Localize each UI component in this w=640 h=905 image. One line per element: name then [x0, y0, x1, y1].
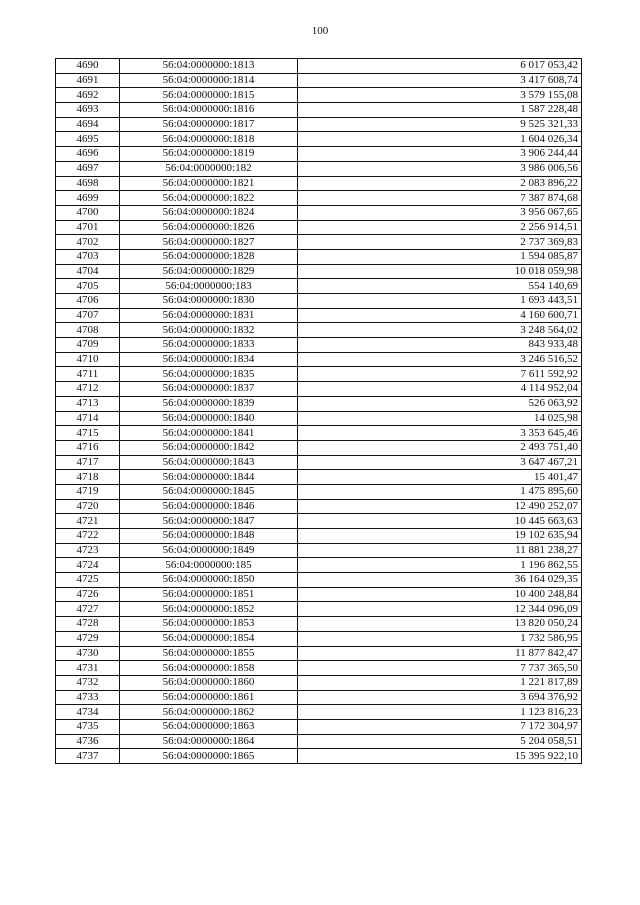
table-row [56, 132, 582, 147]
row-number-cell: 4724 [56, 558, 120, 573]
value-cell: 1 123 816,23 [298, 705, 582, 720]
value-cell: 1 732 586,95 [298, 631, 582, 646]
value-cell: 3 246 516,52 [298, 352, 582, 367]
value-cell: 3 647 467,21 [298, 455, 582, 470]
table-row [56, 705, 582, 720]
table-row [56, 220, 582, 235]
cadastral-number-cell: 56:04:0000000:1849 [120, 543, 298, 558]
table-row [56, 558, 582, 573]
cadastral-number-cell: 56:04:0000000:1851 [120, 587, 298, 602]
table-row [56, 646, 582, 661]
cadastral-number-cell: 56:04:0000000:185 [120, 558, 298, 573]
row-number-cell: 4691 [56, 73, 120, 88]
value-cell: 13 820 050,24 [298, 617, 582, 632]
cadastral-number-cell: 56:04:0000000:1847 [120, 514, 298, 529]
row-number-cell: 4707 [56, 308, 120, 323]
table-row [56, 734, 582, 749]
value-cell: 3 956 067,65 [298, 205, 582, 220]
cadastral-number-cell: 56:04:0000000:1846 [120, 499, 298, 514]
row-number-cell: 4720 [56, 499, 120, 514]
value-cell: 5 204 058,51 [298, 734, 582, 749]
row-number-cell: 4725 [56, 573, 120, 588]
row-number-cell: 4711 [56, 367, 120, 382]
row-number-cell: 4692 [56, 88, 120, 103]
cadastral-number-cell: 56:04:0000000:1821 [120, 176, 298, 191]
row-number-cell: 4699 [56, 191, 120, 206]
row-number-cell: 4719 [56, 484, 120, 499]
cadastral-number-cell: 56:04:0000000:1861 [120, 690, 298, 705]
cadastral-number-cell: 56:04:0000000:182 [120, 161, 298, 176]
cadastral-number-cell: 56:04:0000000:1848 [120, 529, 298, 544]
row-number-cell: 4718 [56, 470, 120, 485]
cadastral-number-cell: 56:04:0000000:183 [120, 279, 298, 294]
cadastral-number-cell: 56:04:0000000:1817 [120, 117, 298, 132]
value-cell: 19 102 635,94 [298, 529, 582, 544]
table-row [56, 235, 582, 250]
cadastral-number-cell: 56:04:0000000:1841 [120, 426, 298, 441]
table-row [56, 499, 582, 514]
page-number: 100 [311, 25, 329, 37]
table-row [56, 484, 582, 499]
value-cell: 15 401,47 [298, 470, 582, 485]
cadastral-number-cell: 56:04:0000000:1816 [120, 103, 298, 118]
value-cell: 11 877 842,47 [298, 646, 582, 661]
cadastral-number-cell: 56:04:0000000:1842 [120, 440, 298, 455]
value-cell: 3 248 564,02 [298, 323, 582, 338]
value-cell: 843 933,48 [298, 338, 582, 353]
value-cell: 6 017 053,42 [298, 59, 582, 74]
row-number-cell: 4723 [56, 543, 120, 558]
cadastral-number-cell: 56:04:0000000:1828 [120, 249, 298, 264]
cadastral-number-cell: 56:04:0000000:1852 [120, 602, 298, 617]
value-cell: 1 594 085,87 [298, 249, 582, 264]
value-cell: 7 172 304,97 [298, 719, 582, 734]
value-cell: 3 579 155,08 [298, 88, 582, 103]
value-cell: 2 256 914,51 [298, 220, 582, 235]
cadastral-number-cell: 56:04:0000000:1840 [120, 411, 298, 426]
table-row [56, 631, 582, 646]
cadastral-number-cell: 56:04:0000000:1833 [120, 338, 298, 353]
value-cell: 554 140,69 [298, 279, 582, 294]
value-cell: 7 611 592,92 [298, 367, 582, 382]
value-cell: 10 018 059,98 [298, 264, 582, 279]
row-number-cell: 4703 [56, 249, 120, 264]
row-number-cell: 4736 [56, 734, 120, 749]
value-cell: 4 114 952,04 [298, 382, 582, 397]
table-row [56, 470, 582, 485]
cadastral-number-cell: 56:04:0000000:1819 [120, 147, 298, 162]
value-cell: 2 083 896,22 [298, 176, 582, 191]
cadastral-number-cell: 56:04:0000000:1835 [120, 367, 298, 382]
value-cell: 3 986 006,56 [298, 161, 582, 176]
cadastral-number-cell: 56:04:0000000:1864 [120, 734, 298, 749]
row-number-cell: 4714 [56, 411, 120, 426]
table-row [56, 352, 582, 367]
value-cell: 4 160 600,71 [298, 308, 582, 323]
row-number-cell: 4726 [56, 587, 120, 602]
row-number-cell: 4694 [56, 117, 120, 132]
value-cell: 10 400 248,84 [298, 587, 582, 602]
row-number-cell: 4717 [56, 455, 120, 470]
table-body [56, 59, 582, 764]
cadastral-number-cell: 56:04:0000000:1815 [120, 88, 298, 103]
row-number-cell: 4737 [56, 749, 120, 764]
cadastral-number-cell: 56:04:0000000:1862 [120, 705, 298, 720]
value-cell: 3 906 244,44 [298, 147, 582, 162]
row-number-cell: 4705 [56, 279, 120, 294]
value-cell: 2 493 751,40 [298, 440, 582, 455]
data-table [55, 58, 582, 764]
value-cell: 15 395 922,10 [298, 749, 582, 764]
cadastral-number-cell: 56:04:0000000:1853 [120, 617, 298, 632]
value-cell: 7 387 874,68 [298, 191, 582, 206]
value-cell: 3 353 645,46 [298, 426, 582, 441]
cadastral-number-cell: 56:04:0000000:1850 [120, 573, 298, 588]
value-cell: 526 063,92 [298, 396, 582, 411]
row-number-cell: 4735 [56, 719, 120, 734]
table-row [56, 308, 582, 323]
table-row [56, 675, 582, 690]
row-number-cell: 4733 [56, 690, 120, 705]
cadastral-number-cell: 56:04:0000000:1845 [120, 484, 298, 499]
table-row [56, 411, 582, 426]
table-row [56, 514, 582, 529]
table-row [56, 161, 582, 176]
table-row [56, 88, 582, 103]
table-row [56, 117, 582, 132]
table-row [56, 176, 582, 191]
row-number-cell: 4709 [56, 338, 120, 353]
value-cell: 36 164 029,35 [298, 573, 582, 588]
value-cell: 9 525 321,33 [298, 117, 582, 132]
row-number-cell: 4690 [56, 59, 120, 74]
row-number-cell: 4722 [56, 529, 120, 544]
table-row [56, 279, 582, 294]
row-number-cell: 4727 [56, 602, 120, 617]
table-row [56, 294, 582, 309]
value-cell: 3 417 608,74 [298, 73, 582, 88]
row-number-cell: 4715 [56, 426, 120, 441]
table-row [56, 323, 582, 338]
value-cell: 14 025,98 [298, 411, 582, 426]
table-row [56, 205, 582, 220]
row-number-cell: 4731 [56, 661, 120, 676]
row-number-cell: 4728 [56, 617, 120, 632]
table-row [56, 338, 582, 353]
table-row [56, 440, 582, 455]
value-cell: 10 445 663,63 [298, 514, 582, 529]
table-row [56, 749, 582, 764]
cadastral-number-cell: 56:04:0000000:1822 [120, 191, 298, 206]
row-number-cell: 4730 [56, 646, 120, 661]
row-number-cell: 4704 [56, 264, 120, 279]
row-number-cell: 4713 [56, 396, 120, 411]
cadastral-number-cell: 56:04:0000000:1843 [120, 455, 298, 470]
cadastral-number-cell: 56:04:0000000:1837 [120, 382, 298, 397]
table-row [56, 147, 582, 162]
cadastral-number-cell: 56:04:0000000:1826 [120, 220, 298, 235]
table-row [56, 103, 582, 118]
row-number-cell: 4716 [56, 440, 120, 455]
table-row [56, 73, 582, 88]
value-cell: 12 490 252,07 [298, 499, 582, 514]
row-number-cell: 4708 [56, 323, 120, 338]
value-cell: 1 221 817,89 [298, 675, 582, 690]
cadastral-number-cell: 56:04:0000000:1854 [120, 631, 298, 646]
table-row [56, 587, 582, 602]
row-number-cell: 4729 [56, 631, 120, 646]
value-cell: 1 587 228,48 [298, 103, 582, 118]
value-cell: 11 881 238,27 [298, 543, 582, 558]
table-row [56, 264, 582, 279]
table-row [56, 455, 582, 470]
row-number-cell: 4697 [56, 161, 120, 176]
row-number-cell: 4696 [56, 147, 120, 162]
value-cell: 12 344 096,09 [298, 602, 582, 617]
row-number-cell: 4732 [56, 675, 120, 690]
table-row [56, 382, 582, 397]
cadastral-number-cell: 56:04:0000000:1818 [120, 132, 298, 147]
value-cell: 1 604 026,34 [298, 132, 582, 147]
row-number-cell: 4701 [56, 220, 120, 235]
table-row [56, 529, 582, 544]
cadastral-number-cell: 56:04:0000000:1858 [120, 661, 298, 676]
value-cell: 7 737 365,50 [298, 661, 582, 676]
row-number-cell: 4710 [56, 352, 120, 367]
row-number-cell: 4698 [56, 176, 120, 191]
row-number-cell: 4695 [56, 132, 120, 147]
cadastral-number-cell: 56:04:0000000:1834 [120, 352, 298, 367]
cadastral-number-cell: 56:04:0000000:1814 [120, 73, 298, 88]
cadastral-number-cell: 56:04:0000000:1824 [120, 205, 298, 220]
cadastral-number-cell: 56:04:0000000:1813 [120, 59, 298, 74]
table-row [56, 661, 582, 676]
table-row [56, 573, 582, 588]
row-number-cell: 4693 [56, 103, 120, 118]
row-number-cell: 4734 [56, 705, 120, 720]
table-row [56, 617, 582, 632]
value-cell: 1 693 443,51 [298, 294, 582, 309]
cadastral-number-cell: 56:04:0000000:1865 [120, 749, 298, 764]
cadastral-number-cell: 56:04:0000000:1860 [120, 675, 298, 690]
row-number-cell: 4721 [56, 514, 120, 529]
cadastral-number-cell: 56:04:0000000:1832 [120, 323, 298, 338]
value-cell: 1 196 862,55 [298, 558, 582, 573]
cadastral-number-cell: 56:04:0000000:1863 [120, 719, 298, 734]
cadastral-number-cell: 56:04:0000000:1844 [120, 470, 298, 485]
cadastral-number-cell: 56:04:0000000:1839 [120, 396, 298, 411]
cadastral-number-cell: 56:04:0000000:1829 [120, 264, 298, 279]
table-row [56, 543, 582, 558]
table-row [56, 602, 582, 617]
row-number-cell: 4702 [56, 235, 120, 250]
table-row [56, 191, 582, 206]
table-row [56, 426, 582, 441]
table-row [56, 719, 582, 734]
table-row [56, 690, 582, 705]
value-cell: 2 737 369,83 [298, 235, 582, 250]
value-cell: 1 475 895,60 [298, 484, 582, 499]
cadastral-number-cell: 56:04:0000000:1831 [120, 308, 298, 323]
cadastral-number-cell: 56:04:0000000:1827 [120, 235, 298, 250]
row-number-cell: 4700 [56, 205, 120, 220]
cadastral-number-cell: 56:04:0000000:1830 [120, 294, 298, 309]
row-number-cell: 4712 [56, 382, 120, 397]
table-row [56, 367, 582, 382]
table-row [56, 249, 582, 264]
cadastral-number-cell: 56:04:0000000:1855 [120, 646, 298, 661]
row-number-cell: 4706 [56, 294, 120, 309]
value-cell: 3 694 376,92 [298, 690, 582, 705]
table-row [56, 59, 582, 74]
table-row [56, 396, 582, 411]
